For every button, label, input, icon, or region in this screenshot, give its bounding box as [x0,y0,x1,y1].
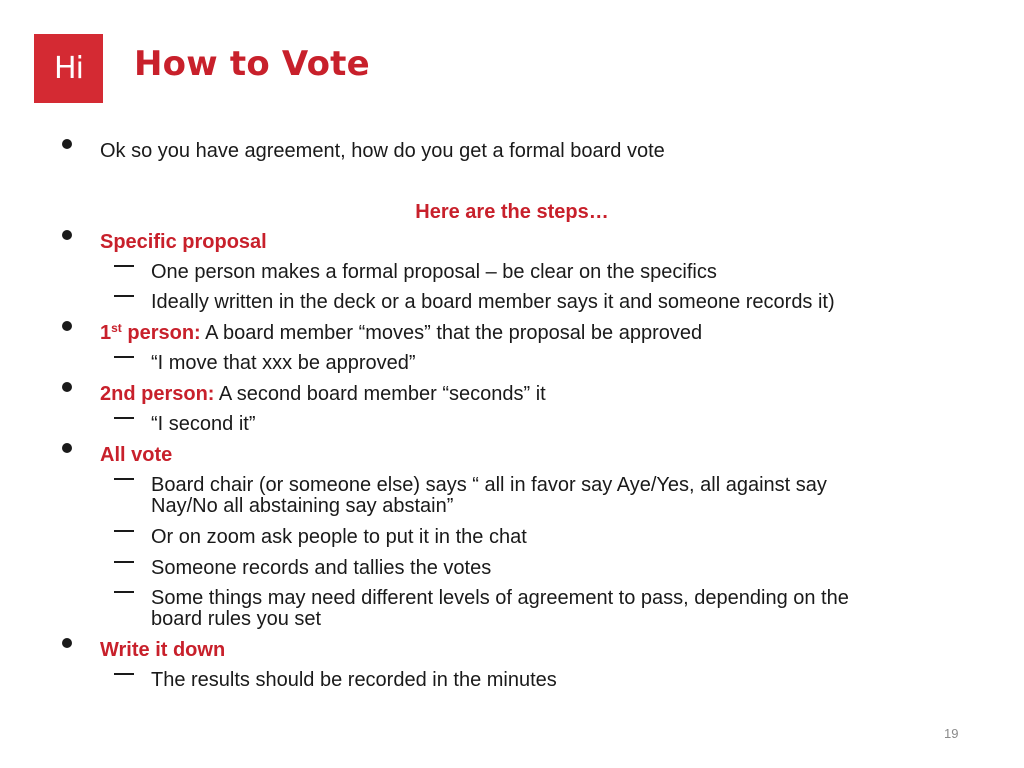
intro-text: Ok so you have agreement, how do you get a formal board vote [100,140,665,162]
page-title: How to Vote [134,44,370,84]
page-number: 19 [944,726,959,741]
all-vote-sub-4-line-1: Some things may need different levels of agreement to pass, depending on the [151,587,849,609]
first-person-line [100,323,702,344]
first-person-sub-1: “I move that xxx be approved” [151,352,416,374]
all-vote-sub-1-line-1: Board chair (or someone else) says “ all in favor say Aye/Yes, all against say [151,474,827,496]
bullet-dot [62,321,72,331]
proposal-sub-2: Ideally written in the deck or a board member says it and someone records it) [151,291,835,313]
bullet-dot [62,382,72,392]
all-vote-sub-4-line-2: board rules you set [151,608,322,630]
write-it-down-sub-1: The results should be recorded in the minutes [151,669,557,691]
bullet-dot [62,443,72,453]
all-vote-sub-3: Someone records and tallies the votes [151,557,492,579]
bullet-dot [62,139,72,149]
bullet-dot [62,638,72,648]
steps-heading: Here are the steps… [415,201,609,223]
proposal-label: Specific proposal [100,231,267,253]
second-person-line [100,384,546,405]
dash [114,356,134,358]
dash [114,673,134,675]
second-person-sub-1: “I second it” [151,413,256,435]
dash [114,561,134,563]
dash [114,591,134,593]
first-person-text: A board member “moves” that the proposal be approved [200,322,703,344]
dash [114,530,134,532]
bullet-dot [62,230,72,240]
dash [114,417,134,419]
dash [114,265,134,267]
all-vote-sub-2: Or on zoom ask people to put it in the chat [151,526,527,548]
dash [114,478,134,480]
logo-text: Hi [54,51,83,86]
first-person-label: 1st person: [100,321,201,344]
second-person-label: 2nd person: [100,383,215,405]
all-vote-sub-1-line-2: Nay/No all abstaining say abstain” [151,495,454,517]
write-it-down-label: Write it down [100,639,226,661]
dash [114,295,134,297]
second-person-text: A second board member “seconds” it [214,383,546,405]
all-vote-label: All vote [100,444,173,466]
proposal-sub-1: One person makes a formal proposal – be clear on the specifics [151,261,717,283]
